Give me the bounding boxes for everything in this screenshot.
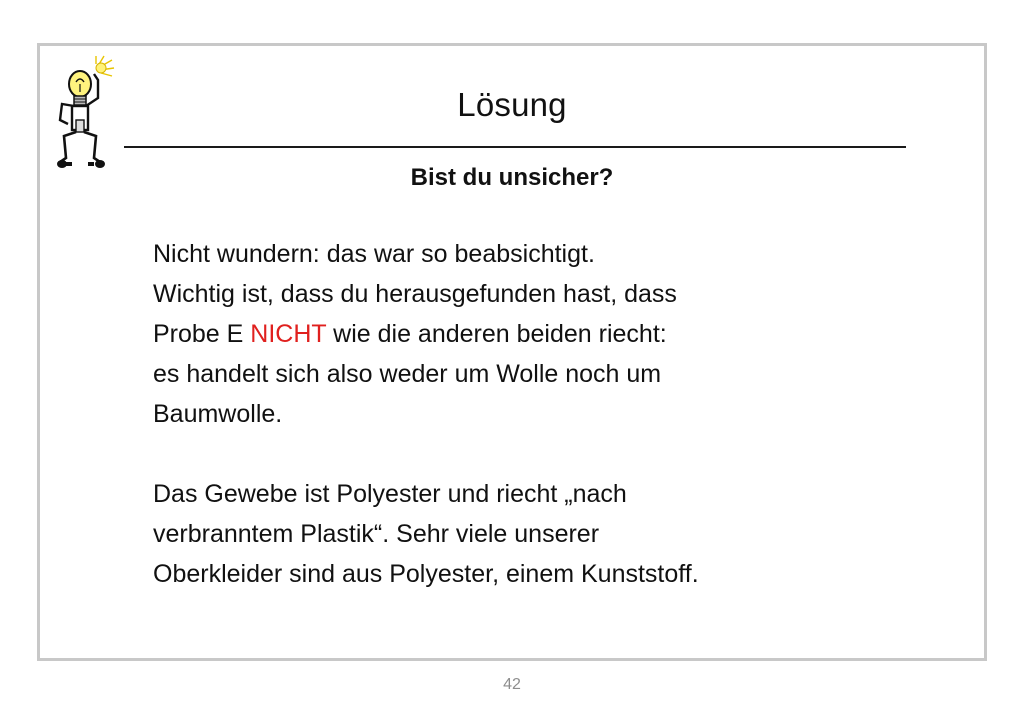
body-text: Probe E xyxy=(153,320,251,348)
paragraph-gap xyxy=(153,434,933,474)
body-line-highlighted xyxy=(153,314,933,354)
body-line: Oberkleider sind aus Polyester, einem Kunststoff. xyxy=(153,560,699,588)
highlight-word: NICHT xyxy=(250,320,327,348)
body-line: Das Gewebe ist Polyester und riecht „nach xyxy=(153,480,627,508)
body-line: es handelt sich also weder um Wolle noch um xyxy=(153,360,662,388)
slide-title-text: Lösung xyxy=(457,86,567,123)
slide xyxy=(37,43,987,661)
slide-subtitle: Bist du unsicher? xyxy=(410,164,614,191)
body-text: wie die anderen beiden riecht: xyxy=(326,320,667,348)
body-line: verbranntem Plastik“. Sehr viele unserer xyxy=(153,520,600,548)
body-line: Wichtig ist, dass du herausgefunden hast, dass xyxy=(153,280,677,308)
slide-body xyxy=(153,234,933,594)
body-line: Nicht wundern: das war so beabsichtigt. xyxy=(153,240,595,268)
body-line: Baumwolle. xyxy=(153,400,283,428)
page-number: 42 xyxy=(503,676,521,693)
slide-title xyxy=(40,86,984,124)
title-divider xyxy=(124,146,906,148)
